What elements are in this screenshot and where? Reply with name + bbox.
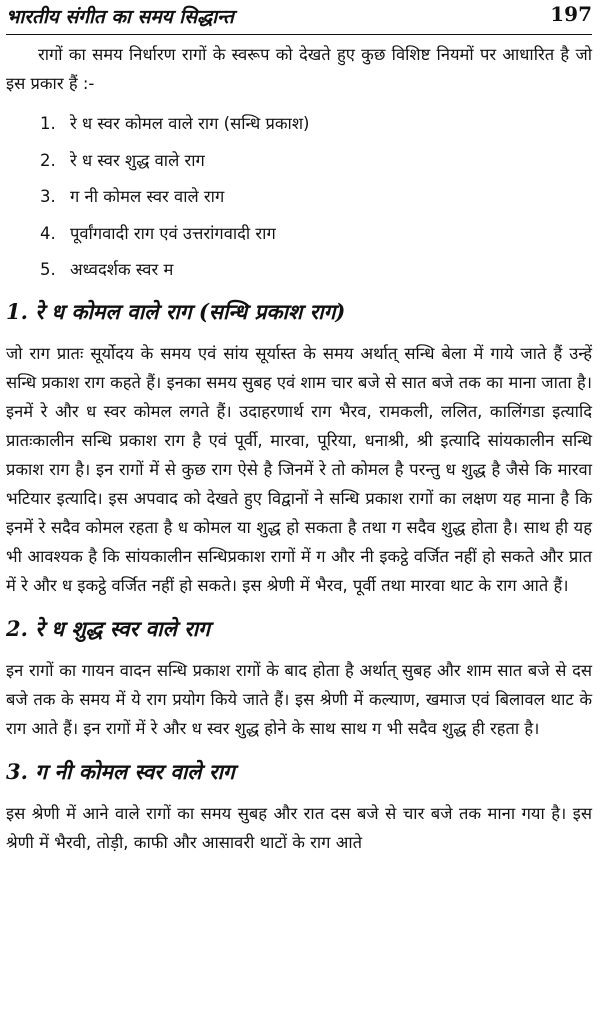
list-number: 1. [40,114,56,133]
running-title: भारतीय संगीत का समय सिद्धान्त [6,6,234,28]
section-heading-2: 2. रे ध शुद्ध स्वर वाले राग [6,615,210,641]
page-number: 197 [550,2,592,26]
rules-list [6,106,592,289]
list-number: 4. [40,223,56,243]
list-item [40,106,592,143]
list-text: रे ध स्वर शुद्ध वाले राग [70,150,205,170]
section-paragraph-1: जो राग प्रातः सूर्योदय के समय एवं सांय सूर्यास्त के समय अर्थात् सन्धि बेला में गाये जाते हैं उन्हें सन्धि प्रकाश राग कहते हैं। इनका समय सुबह एवं शाम चार बजे से सात बजे तक का माना जाता है। इनमें रे और ध स्वर कोमल लगते हैं। उदाहरणार्थ राग भैरव, रामकली, ललित, कालिंगडा इत्यादि प्रातःकालीन सन्धि प्रकाश राग है एवं पूर्वी, मारवा, पूरिया, धनाश्री, श्री इत्यादि सांयकालीन सन्धि प्रकाश राग है। इन रागों में से कुछ राग ऐसे है जिनमें रे तो कोमल है परन्तु ध शुद्ध है जैसे कि मारवा भटियार इत्यादि। इस अपवाद को देखते हुए विद्वानों ने सन्धि प्रकाश रागों का लक्षण यह माना है कि इनमें रे सदैव कोमल रहता है ध कोमल या शुद्ध हो सकता है तथा ग सदैव शुद्ध होता है। साथ ही यह भी आवश्यक है कि सांयकालीन सन्धिप्रकाश रागों में ग और नी इकट्ठे वर्जित नहीं हो सकते और प्रात में रे और ध इकट्ठे वर्जित नहीं हो सकते। इस श्रेणी में भैरव, पूर्वी तथा मारवा थाट के राग आते हैं। [6,343,592,595]
section-paragraph-2: इन रागों का गायन वादन सन्धि प्रकाश रागों के बाद होता है अर्थात् सुबह और शाम सात बजे से दस बजे तक के समय में ये राग प्रयोग किये जाते हैं। इस श्रेणी में कल्याण, खमाज एवं बिलावल थाट के राग आते हैं। इन रागों में रे और ध स्वर शुद्ध होने के साथ साथ ग भी सदैव शुद्ध ही रहता है। [6,660,592,738]
list-text: पूर्वांगवादी राग एवं उत्तरांगवादी राग [70,223,276,243]
section-heading-1: 1. रे ध कोमल वाले राग (सन्धि प्रकाश राग) [6,298,346,324]
list-text: अध्वदर्शक स्वर म [70,260,174,279]
intro-paragraph: रागों का समय निर्धारण रागों के स्वरूप को देखते हुए कुछ विशिष्ट नियमों पर आधारित है जो इस प्रकार हैं :- [6,45,592,93]
list-item [40,179,592,216]
page-body [6,40,592,857]
list-number: 5. [40,260,56,279]
list-item [40,216,592,253]
list-number: 3. [40,187,56,206]
list-number: 2. [40,150,56,170]
section-paragraph-3: इस श्रेणी में आने वाले रागों का समय सुबह और रात दस बजे से चार बजे तक माना गया है। इस श्रेणी में भैरवी, तोड़ी, काफी और आसावरी थाटों के राग आते [6,803,592,852]
section-heading-3: 3. ग नी कोमल स्वर वाले राग [6,758,235,784]
list-item [40,143,592,180]
list-text: रे ध स्वर कोमल वाले राग (सन्धि प्रकाश) [70,114,310,133]
list-item [40,252,592,289]
page-header [6,0,592,35]
list-text: ग नी कोमल स्वर वाले राग [70,187,225,206]
